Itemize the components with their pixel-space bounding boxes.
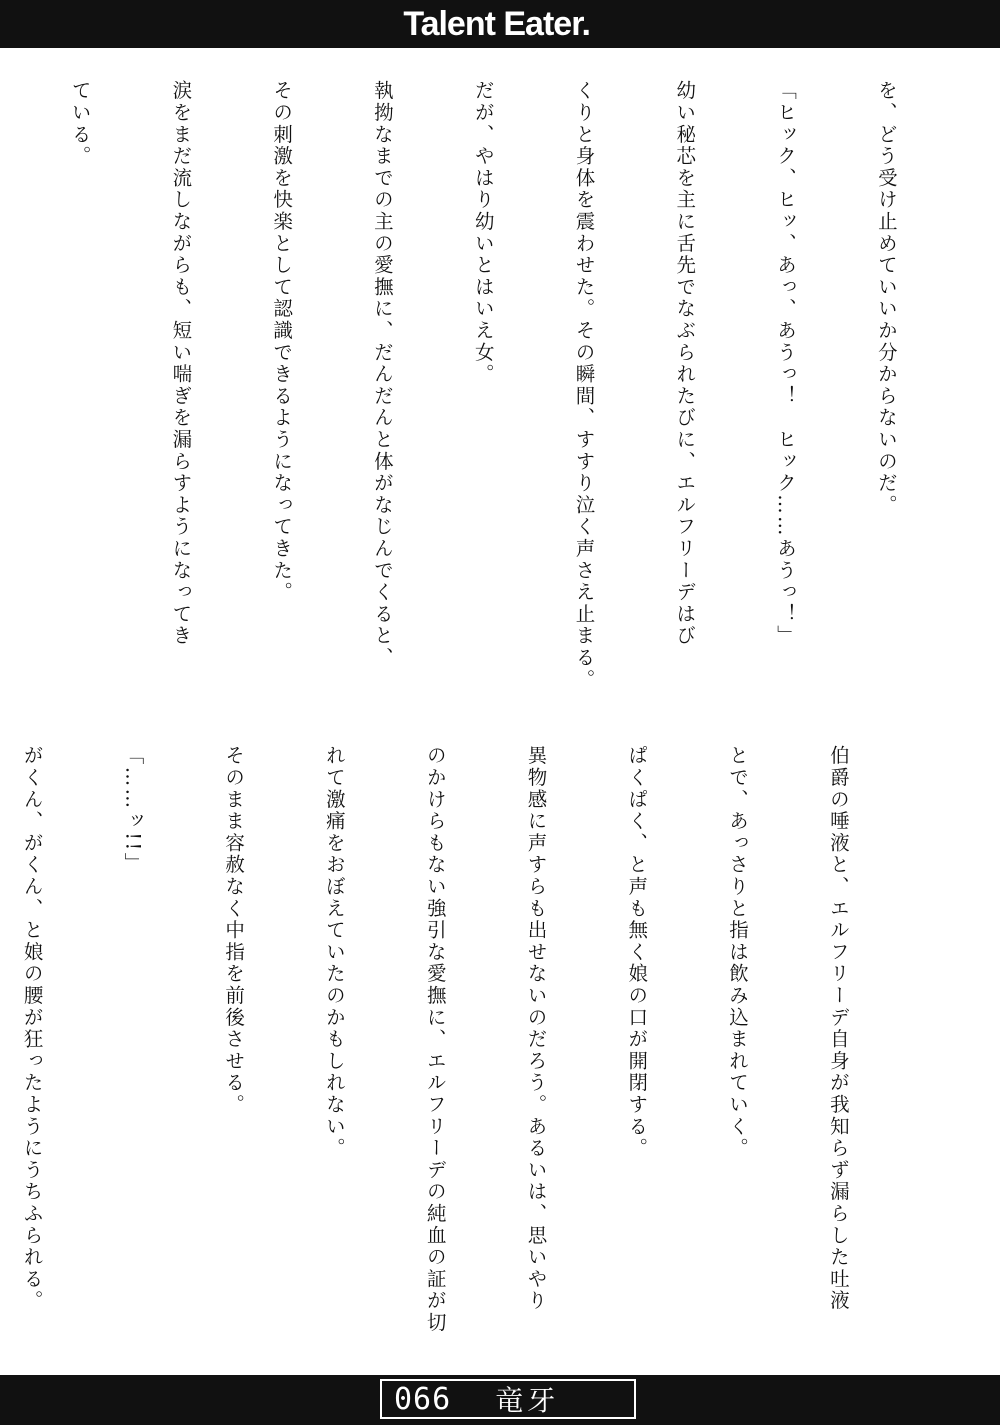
text-line: 異物感に声すらも出せないのだろう。あるいは、思いやり (524, 745, 548, 1312)
footer-bar (0, 1375, 1000, 1425)
text-line: ぱくぱく、と声も無く娘の口が開閉する。 (625, 745, 649, 1160)
text-line: だが、やはり幼いとはいえ女。 (471, 80, 495, 386)
text-line: そのまま容赦なく中指を前後させる。 (222, 745, 246, 1116)
text-line: 「……ッ!!」 (121, 745, 145, 875)
text-line: のかけらもない強引な愛撫に、エルフリーデの純血の証が切 (423, 745, 447, 1334)
page-label-box (380, 1379, 636, 1419)
text-line: 幼い秘芯を主に舌先でなぶられたびに、エルフリーデはび (673, 80, 697, 647)
lower-text-block (0, 745, 922, 1375)
header-bar (0, 0, 1000, 48)
text-line: その刺激を快楽として認識できるようになってきた。 (270, 80, 294, 604)
text-line: 伯爵の唾液と、エルフリーデ自身が我知らず漏らした吐液 (826, 745, 850, 1312)
page-number: 066 (394, 1381, 452, 1417)
book-title: Talent Eater. (403, 5, 590, 43)
text-line: くりと身体を震わせた。その瞬間、すすり泣く声さえ止まる。 (572, 80, 596, 691)
text-line: とで、あっさりと指は飲み込まれていく。 (726, 745, 750, 1160)
text-line: ている。 (68, 80, 92, 168)
upper-text-block (0, 80, 970, 720)
text-line: 「ヒック、ヒッ、あっ、あうっ！ ヒック……あうっ！」 (774, 80, 798, 647)
text-line: を、どう受け止めていいか分からないのだ。 (874, 80, 898, 516)
text-line: 涙をまだ流しながらも、短い喘ぎを漏らすようになってき (169, 80, 193, 647)
text-line: れて激痛をおぼえていたのかもしれない。 (322, 745, 346, 1160)
author-name: 竜牙 (495, 1384, 560, 1417)
text-line: 執拗なまでの主の愛撫に、だんだんと体がなじんでくると、 (370, 80, 394, 669)
text-line: がくん、がくん、と娘の腰が狂ったようにうちふられる。 (20, 745, 44, 1312)
